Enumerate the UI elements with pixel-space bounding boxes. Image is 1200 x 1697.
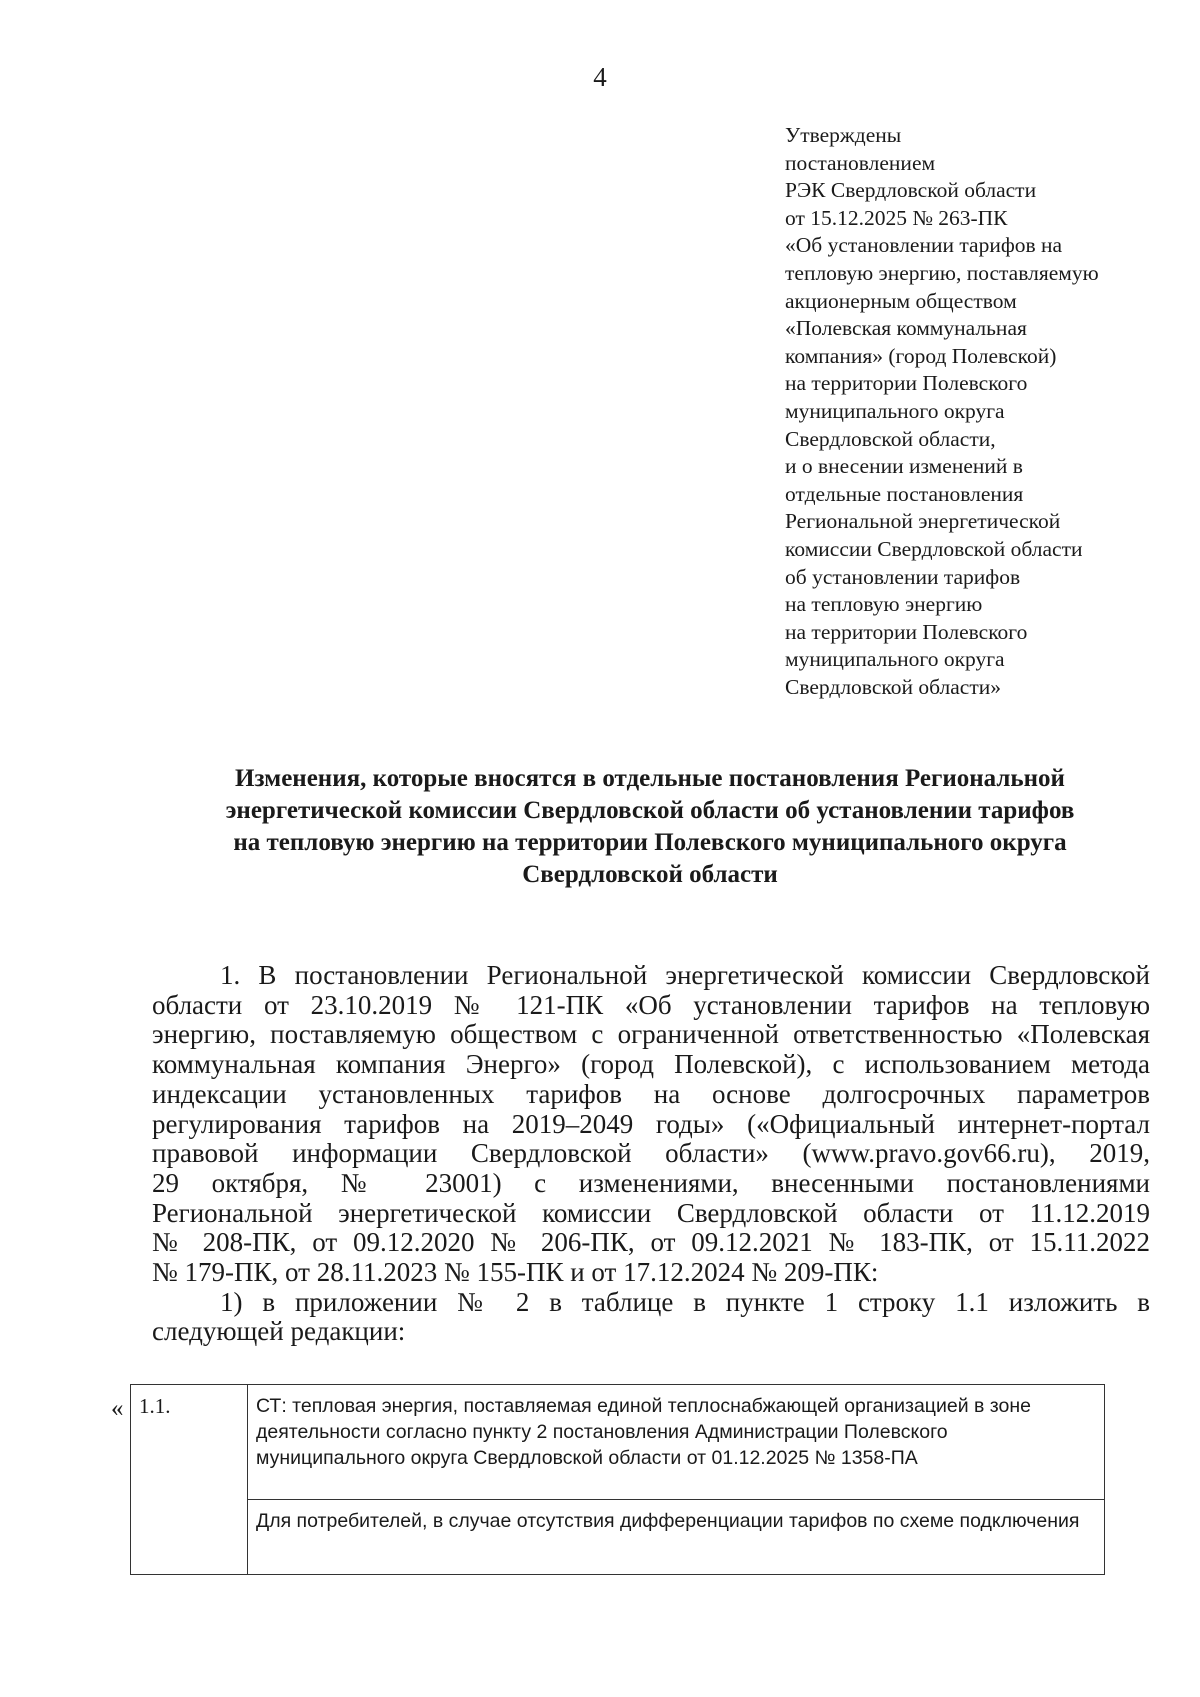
- paragraph-line: Региональной энергетической комиссии Свердловской области от 11.12.2019: [152, 1197, 1150, 1228]
- approval-line: «Полевская коммунальная: [785, 316, 1027, 341]
- row-description-cell: СТ: тепловая энергия, поставляемая единой теплоснабжающей организацией в зоне деятельности согласно пункту 2 постановления Администрации Полевского муниципального округа Свердловской области от 01.12.2025 № 1358-ПА: [248, 1385, 1105, 1500]
- tariff-table-excerpt: [130, 1384, 1105, 1575]
- approval-line: комиссии Свердловской области: [785, 536, 1083, 561]
- approval-line: от 15.12.2025 № 263-ПК: [785, 205, 1008, 230]
- body-text: [152, 961, 1150, 1347]
- paragraph-line: индексации установленных тарифов на основе долгосрочных параметров: [152, 1078, 1150, 1109]
- approval-line: на тепловую энергию: [785, 592, 983, 617]
- paragraph-line: регулирования тарифов на 2019–2049 годы» («Официальный интернет-портал: [152, 1108, 1150, 1139]
- approval-line: Утверждены: [785, 123, 902, 147]
- approval-line: муниципального округа: [785, 398, 1005, 423]
- approval-line: и о внесении изменений в: [785, 454, 1023, 479]
- title-line: на тепловую энергию на территории Полевского муниципального округа: [233, 829, 1067, 856]
- approval-line: акционерным обществом: [785, 288, 1017, 313]
- table-row: [131, 1385, 1105, 1500]
- approval-line: отдельные постановления: [785, 481, 1024, 506]
- paragraph-line: энергию, поставляемую обществом с ограниченной ответственностью «Полевская: [152, 1019, 1150, 1050]
- approval-line: Свердловской области»: [785, 674, 1001, 699]
- paragraph-line: 1) в приложении № 2 в таблице в пункте 1 строку 1.1 изложить в: [220, 1286, 1150, 1317]
- document-title: [150, 763, 1150, 891]
- approval-line: на территории Полевского: [785, 619, 1028, 644]
- paragraph-1: [152, 961, 1150, 1288]
- approval-line: об установлении тарифов: [785, 564, 1021, 589]
- approval-line: тепловую энергию, поставляемую: [785, 260, 1099, 285]
- approval-block: [785, 122, 1099, 701]
- title-line: Свердловской области: [522, 861, 778, 888]
- paragraph-line: правовой информации Свердловской области» (www.pravo.gov66.ru), 2019,: [152, 1138, 1150, 1169]
- paragraph-line: 1. В постановлении Региональной энергетической комиссии Свердловской: [220, 960, 1150, 990]
- opening-quote: «: [111, 1395, 124, 1422]
- approval-line: Региональной энергетической: [785, 509, 1061, 534]
- approval-line: РЭК Свердловской области: [785, 178, 1037, 203]
- paragraph-line: 29 октября, № 23001) с изменениями, внесенными постановлениями: [152, 1167, 1150, 1198]
- paragraph-line: следующей редакции:: [152, 1316, 406, 1347]
- approval-line: на территории Полевского: [785, 371, 1028, 396]
- row-description-cell: Для потребителей, в случае отсутствия дифференциации тарифов по схеме подключения: [248, 1500, 1105, 1575]
- approval-line: постановлением: [785, 150, 936, 175]
- title-line: энергетической комиссии Свердловской области об установлении тарифов: [225, 797, 1075, 824]
- approval-line: Свердловской области,: [785, 426, 996, 451]
- title-line: Изменения, которые вносятся в отдельные постановления Региональной: [235, 765, 1065, 792]
- table-row: [131, 1500, 1105, 1575]
- approval-line: компания» (город Полевской): [785, 343, 1057, 368]
- paragraph-line: № 208-ПК, от 09.12.2020 № 206-ПК, от 09.12.2021 № 183-ПК, от 15.11.2022: [152, 1227, 1150, 1258]
- paragraph-line: области от 23.10.2019 № 121-ПК «Об установлении тарифов на тепловую: [152, 989, 1150, 1020]
- approval-line: «Об установлении тарифов на: [785, 233, 1063, 258]
- page-number: 4: [593, 62, 607, 92]
- paragraph-2: [152, 1288, 1150, 1347]
- paragraph-line: коммунальная компания Энерго» (город Полевской), с использованием метода: [152, 1049, 1150, 1080]
- approval-line: муниципального округа: [785, 647, 1005, 672]
- paragraph-line: № 179-ПК, от 28.11.2023 № 155-ПК и от 17.12.2024 № 209-ПК:: [152, 1257, 879, 1288]
- row-number-cell: 1.1.: [131, 1385, 248, 1575]
